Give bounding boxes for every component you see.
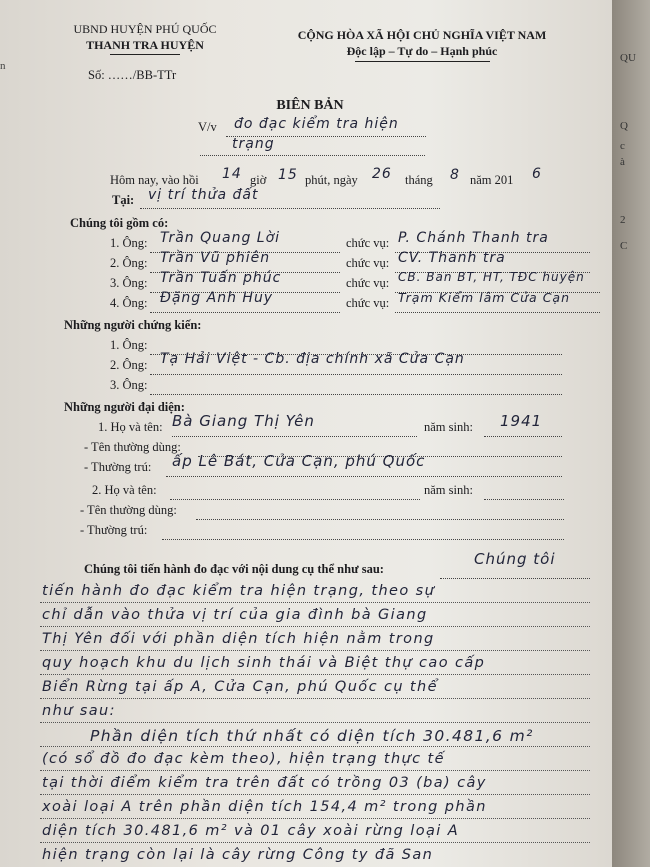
rule <box>40 770 590 771</box>
member-name: Trần Vũ phiên <box>160 250 271 266</box>
adjacent-page-edge <box>612 0 650 867</box>
left-page-fragment: n <box>0 60 6 72</box>
time-year-label: năm 201 <box>470 173 514 187</box>
rule <box>40 818 590 819</box>
rep2-residence-dots <box>162 539 564 540</box>
time-minute-label: phút, ngày <box>305 173 358 187</box>
rule <box>40 842 590 843</box>
member-name-dots <box>150 312 340 313</box>
subject-value-1: đo đạc kiểm tra hiện <box>234 116 399 132</box>
side-fragment: C <box>620 240 628 252</box>
rep1-name-label: 1. Họ và tên: <box>98 420 163 434</box>
content-line: Phần diện tích thứ nhất có diện tích 30.481,6 m² <box>90 727 534 745</box>
rep2-residence-label: - Thường trú: <box>80 523 148 537</box>
country-name: CỘNG HÒA XÃ HỘI CHỦ NGHĨA VIỆT NAM <box>297 28 547 42</box>
rule <box>40 602 590 603</box>
rep2-name-dots <box>170 499 420 500</box>
side-fragment: QU <box>620 52 636 64</box>
agency-name: THANH TRA HUYỆN <box>86 38 204 52</box>
member-role-label: chức vụ: <box>346 276 390 290</box>
rep1-residence: ấp Lê Bát, Cửa Cạn, phú Quốc <box>172 452 426 470</box>
content-heading: Chúng tôi tiến hành đo đạc với nội dung cụ thể như sau: <box>84 562 384 576</box>
content-line: (có sổ đồ đo đạc kèm theo), hiện trạng thực tế <box>42 751 445 767</box>
subject-label: V/v <box>198 120 217 134</box>
representatives-heading: Những người đại diện: <box>64 400 185 414</box>
member-name: Trần Quang Lời <box>160 230 281 246</box>
side-fragment: Q <box>620 120 628 132</box>
witness-prefix-2: 2. Ông: <box>110 358 148 372</box>
rep2-alias-dots <box>196 519 564 520</box>
witness-dots-3 <box>150 394 562 395</box>
witness-prefix-3: 3. Ông: <box>110 378 148 392</box>
rule <box>40 650 590 651</box>
content-line: tiến hành đo đạc kiểm tra hiện trạng, theo sự <box>42 583 436 599</box>
rep1-birth-label: năm sinh: <box>424 420 473 434</box>
member-role-label: chức vụ: <box>346 236 390 250</box>
time-prefix: Hôm nay, vào hồi <box>110 173 199 187</box>
time-year-digit: 6 <box>532 166 542 182</box>
content-line: Thị Yên đối với phần diện tích hiện nằm trong <box>42 631 435 647</box>
rep1-alias-label: - Tên thường dùng: <box>84 440 181 454</box>
rep1-residence-label: - Thường trú: <box>84 460 152 474</box>
witness-value-2: Tạ Hải Việt - Cb. địa chính xã Cửa Cạn <box>160 351 465 367</box>
member-prefix: 3. Ông: <box>110 276 148 290</box>
witness-prefix-1: 1. Ông: <box>110 338 148 352</box>
rule <box>40 746 590 747</box>
member-role: Trạm Kiểm lâm Cửa Cạn <box>398 290 571 305</box>
content-line: quy hoạch khu du lịch sinh thái và Biệt thự cao cấp <box>42 655 486 671</box>
content-line: chỉ dẫn vào thửa vị trí của gia đình bà Giang <box>42 607 428 623</box>
rep2-alias-label: - Tên thường dùng: <box>80 503 177 517</box>
side-fragment: à <box>620 156 625 168</box>
witnesses-heading: Những người chứng kiến: <box>64 318 202 332</box>
content-line: xoài loại A trên phần diện tích 154,4 m² trong phần <box>42 799 487 815</box>
time-day: 26 <box>372 166 392 182</box>
member-role: CB. Ban BT, HT, TĐC huyện <box>398 270 585 284</box>
member-prefix: 2. Ông: <box>110 256 148 270</box>
rep1-birth: 1941 <box>500 412 543 430</box>
location-label: Tại: <box>112 193 135 207</box>
content-line: diện tích 30.481,6 m² và 01 cây xoài rừng loại A <box>42 823 460 839</box>
location-value: vị trí thửa đất <box>148 187 259 203</box>
rep1-residence-dots <box>166 476 562 477</box>
member-role: P. Chánh Thanh tra <box>398 230 549 246</box>
rep1-name-dots <box>172 436 417 437</box>
side-fragment: c <box>620 140 625 152</box>
rep2-birth-dots <box>484 499 564 500</box>
rep2-name-label: 2. Họ và tên: <box>92 483 157 497</box>
team-heading: Chúng tôi gồm có: <box>70 216 169 230</box>
content-line: tại thời điểm kiểm tra trên đất có trồng 03 (ba) cây <box>42 775 487 791</box>
member-role: CV. Thanh tra <box>398 250 506 266</box>
rule <box>40 698 590 699</box>
side-fragment: 2 <box>620 214 626 226</box>
time-month: 8 <box>450 167 460 183</box>
member-prefix: 1. Ông: <box>110 236 148 250</box>
content-heading-dots <box>440 578 590 579</box>
time-minute: 15 <box>278 167 298 183</box>
national-motto: Độc lập – Tự do – Hạnh phúc <box>346 44 498 58</box>
agency-underline <box>110 54 180 55</box>
member-name: Trần Tuấn phúc <box>160 270 282 286</box>
doc-number: Số: ……/BB-TTr <box>88 68 177 82</box>
motto-underline <box>355 61 490 62</box>
document-title: BIÊN BẢN <box>276 98 344 113</box>
rule <box>40 674 590 675</box>
content-line: hiện trạng còn lại là cây rừng Công ty đã San <box>42 847 434 863</box>
rep1-birth-dots <box>484 436 562 437</box>
location-dots <box>140 208 440 209</box>
witness-dots-2 <box>150 374 562 375</box>
rule <box>40 794 590 795</box>
member-name: Đặng Anh Huy <box>160 290 274 306</box>
subject-dots-2 <box>200 155 425 156</box>
content-line: Biển Rừng tại ấp A, Cửa Cạn, phú Quốc cụ thể <box>42 679 438 695</box>
time-hour: 14 <box>222 166 242 182</box>
member-role-label: chức vụ: <box>346 296 390 310</box>
member-role-dots <box>395 312 600 313</box>
member-prefix: 4. Ông: <box>110 296 148 310</box>
content-line: như sau: <box>42 703 116 719</box>
rep2-birth-label: năm sinh: <box>424 483 473 497</box>
rep1-name: Bà Giang Thị Yên <box>172 412 315 430</box>
rule <box>40 722 590 723</box>
member-role-label: chức vụ: <box>346 256 390 270</box>
subject-value-2: trạng <box>232 136 275 152</box>
content-first-tail: Chúng tôi <box>474 550 556 568</box>
rule <box>40 626 590 627</box>
time-month-label: tháng <box>405 173 433 187</box>
time-hour-label: giờ <box>250 173 267 187</box>
agency-parent: UBND HUYỆN PHÚ QUỐC <box>73 22 217 36</box>
